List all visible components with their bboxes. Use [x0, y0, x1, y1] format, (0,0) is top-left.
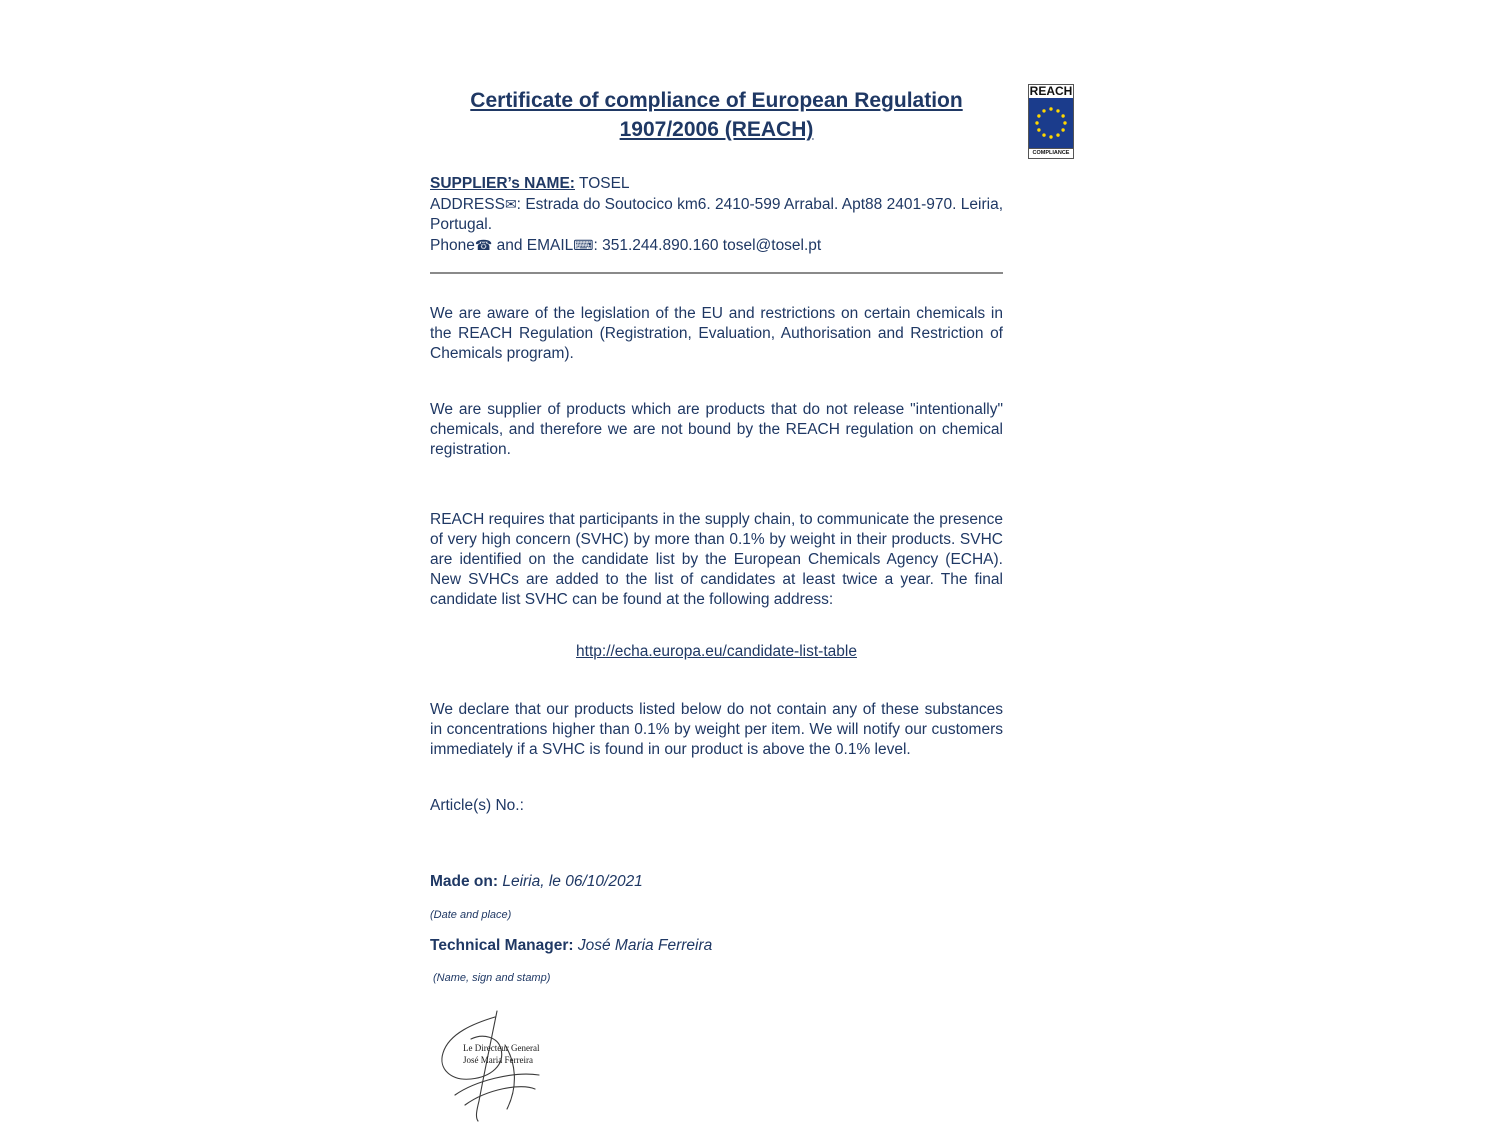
supplier-contact-value: : 351.244.890.160 tosel@tosel.pt: [593, 237, 822, 254]
supplier-email-label: and EMAIL: [492, 237, 574, 254]
name-sign-stamp-caption: (Name, sign and stamp): [433, 972, 551, 984]
supplier-address-line: [430, 194, 1003, 235]
signature-text-line2: José Maria Ferreira: [463, 1055, 533, 1065]
supplier-name-value: TOSEL: [574, 175, 630, 192]
technical-manager-label: Technical Manager:: [430, 936, 574, 954]
reach-logo-title: REACH: [1029, 84, 1073, 98]
supplier-name-line: [430, 174, 1003, 194]
technical-manager-line: [430, 936, 1003, 956]
supplier-address-value: : Estrada do Soutocico km6. 2410-599 Arrabal. Apt88 2401-970. Leiria, Portugal.: [430, 196, 1003, 233]
made-on-value: Leiria, le 06/10/2021: [498, 873, 643, 890]
paragraph-declaration: We declare that our products listed below do not contain any of these substances in concentrations higher than 0.1% by weight per item. We will notify our customers immediately if a SVHC is found in our product is above the 0.1% level.: [430, 701, 1003, 758]
signature-block: [435, 1009, 565, 1124]
handwritten-signature-icon: [435, 1009, 565, 1124]
horizontal-divider: [430, 272, 1003, 274]
date-place-caption: (Date and place): [430, 908, 512, 921]
paragraph-reach-awareness: We are aware of the legislation of the EU and restrictions on certain chemicals in the REACH Regulation (Registration, Evaluation, Authorisation and Restriction of Chemicals program).: [430, 305, 1003, 362]
signature-text-line1: Le Directeur General: [463, 1043, 540, 1053]
document-title-line1: Certificate of compliance of European Regulation: [470, 89, 963, 112]
paragraph-svhc-requirements: REACH requires that participants in the supply chain, to communicate the presence of very high concern (SVHC) by more than 0.1% by weight in their products. SVHC are identified on the candidate list by the European Chemicals Agency (ECHA). New SVHCs are added to the list of candidates at least twice a year. The final candidate list SVHC can be found at the following address:: [430, 511, 1003, 608]
made-on-line: [430, 872, 1003, 892]
paragraph-supplier-statement: We are supplier of products which are products that do not release "intentionally" chemicals, and therefore we are not bound by the REACH regulation on chemical registration.: [430, 401, 1003, 458]
reach-compliance-logo: [1028, 84, 1074, 159]
technical-manager-name: José Maria Ferreira: [573, 936, 713, 954]
document-body: [430, 86, 1003, 1124]
document-title-line2: 1907/2006 (REACH): [619, 118, 814, 141]
supplier-phone-label: Phone: [430, 237, 475, 254]
supplier-address-label: ADDRESS: [430, 196, 505, 213]
candidate-list-link-line: [430, 642, 1003, 662]
supplier-info-block: [430, 174, 1003, 256]
candidate-list-link[interactable]: http://echa.europa.eu/candidate-list-table: [576, 643, 857, 660]
computer-icon: ⌨: [573, 237, 594, 253]
article-number-label: Article(s) No.:: [430, 797, 524, 814]
supplier-contact-line: [430, 235, 1003, 256]
eu-flag-icon: [1028, 98, 1074, 148]
supplier-name-label: SUPPLIER’s NAME:: [430, 175, 575, 192]
made-on-label: Made on:: [430, 873, 499, 890]
phone-icon: ☎: [474, 237, 493, 253]
reach-logo-compliance-label: COMPLIANCE: [1028, 148, 1074, 159]
document-title: [430, 86, 1003, 144]
envelope-icon: ✉: [504, 196, 517, 212]
